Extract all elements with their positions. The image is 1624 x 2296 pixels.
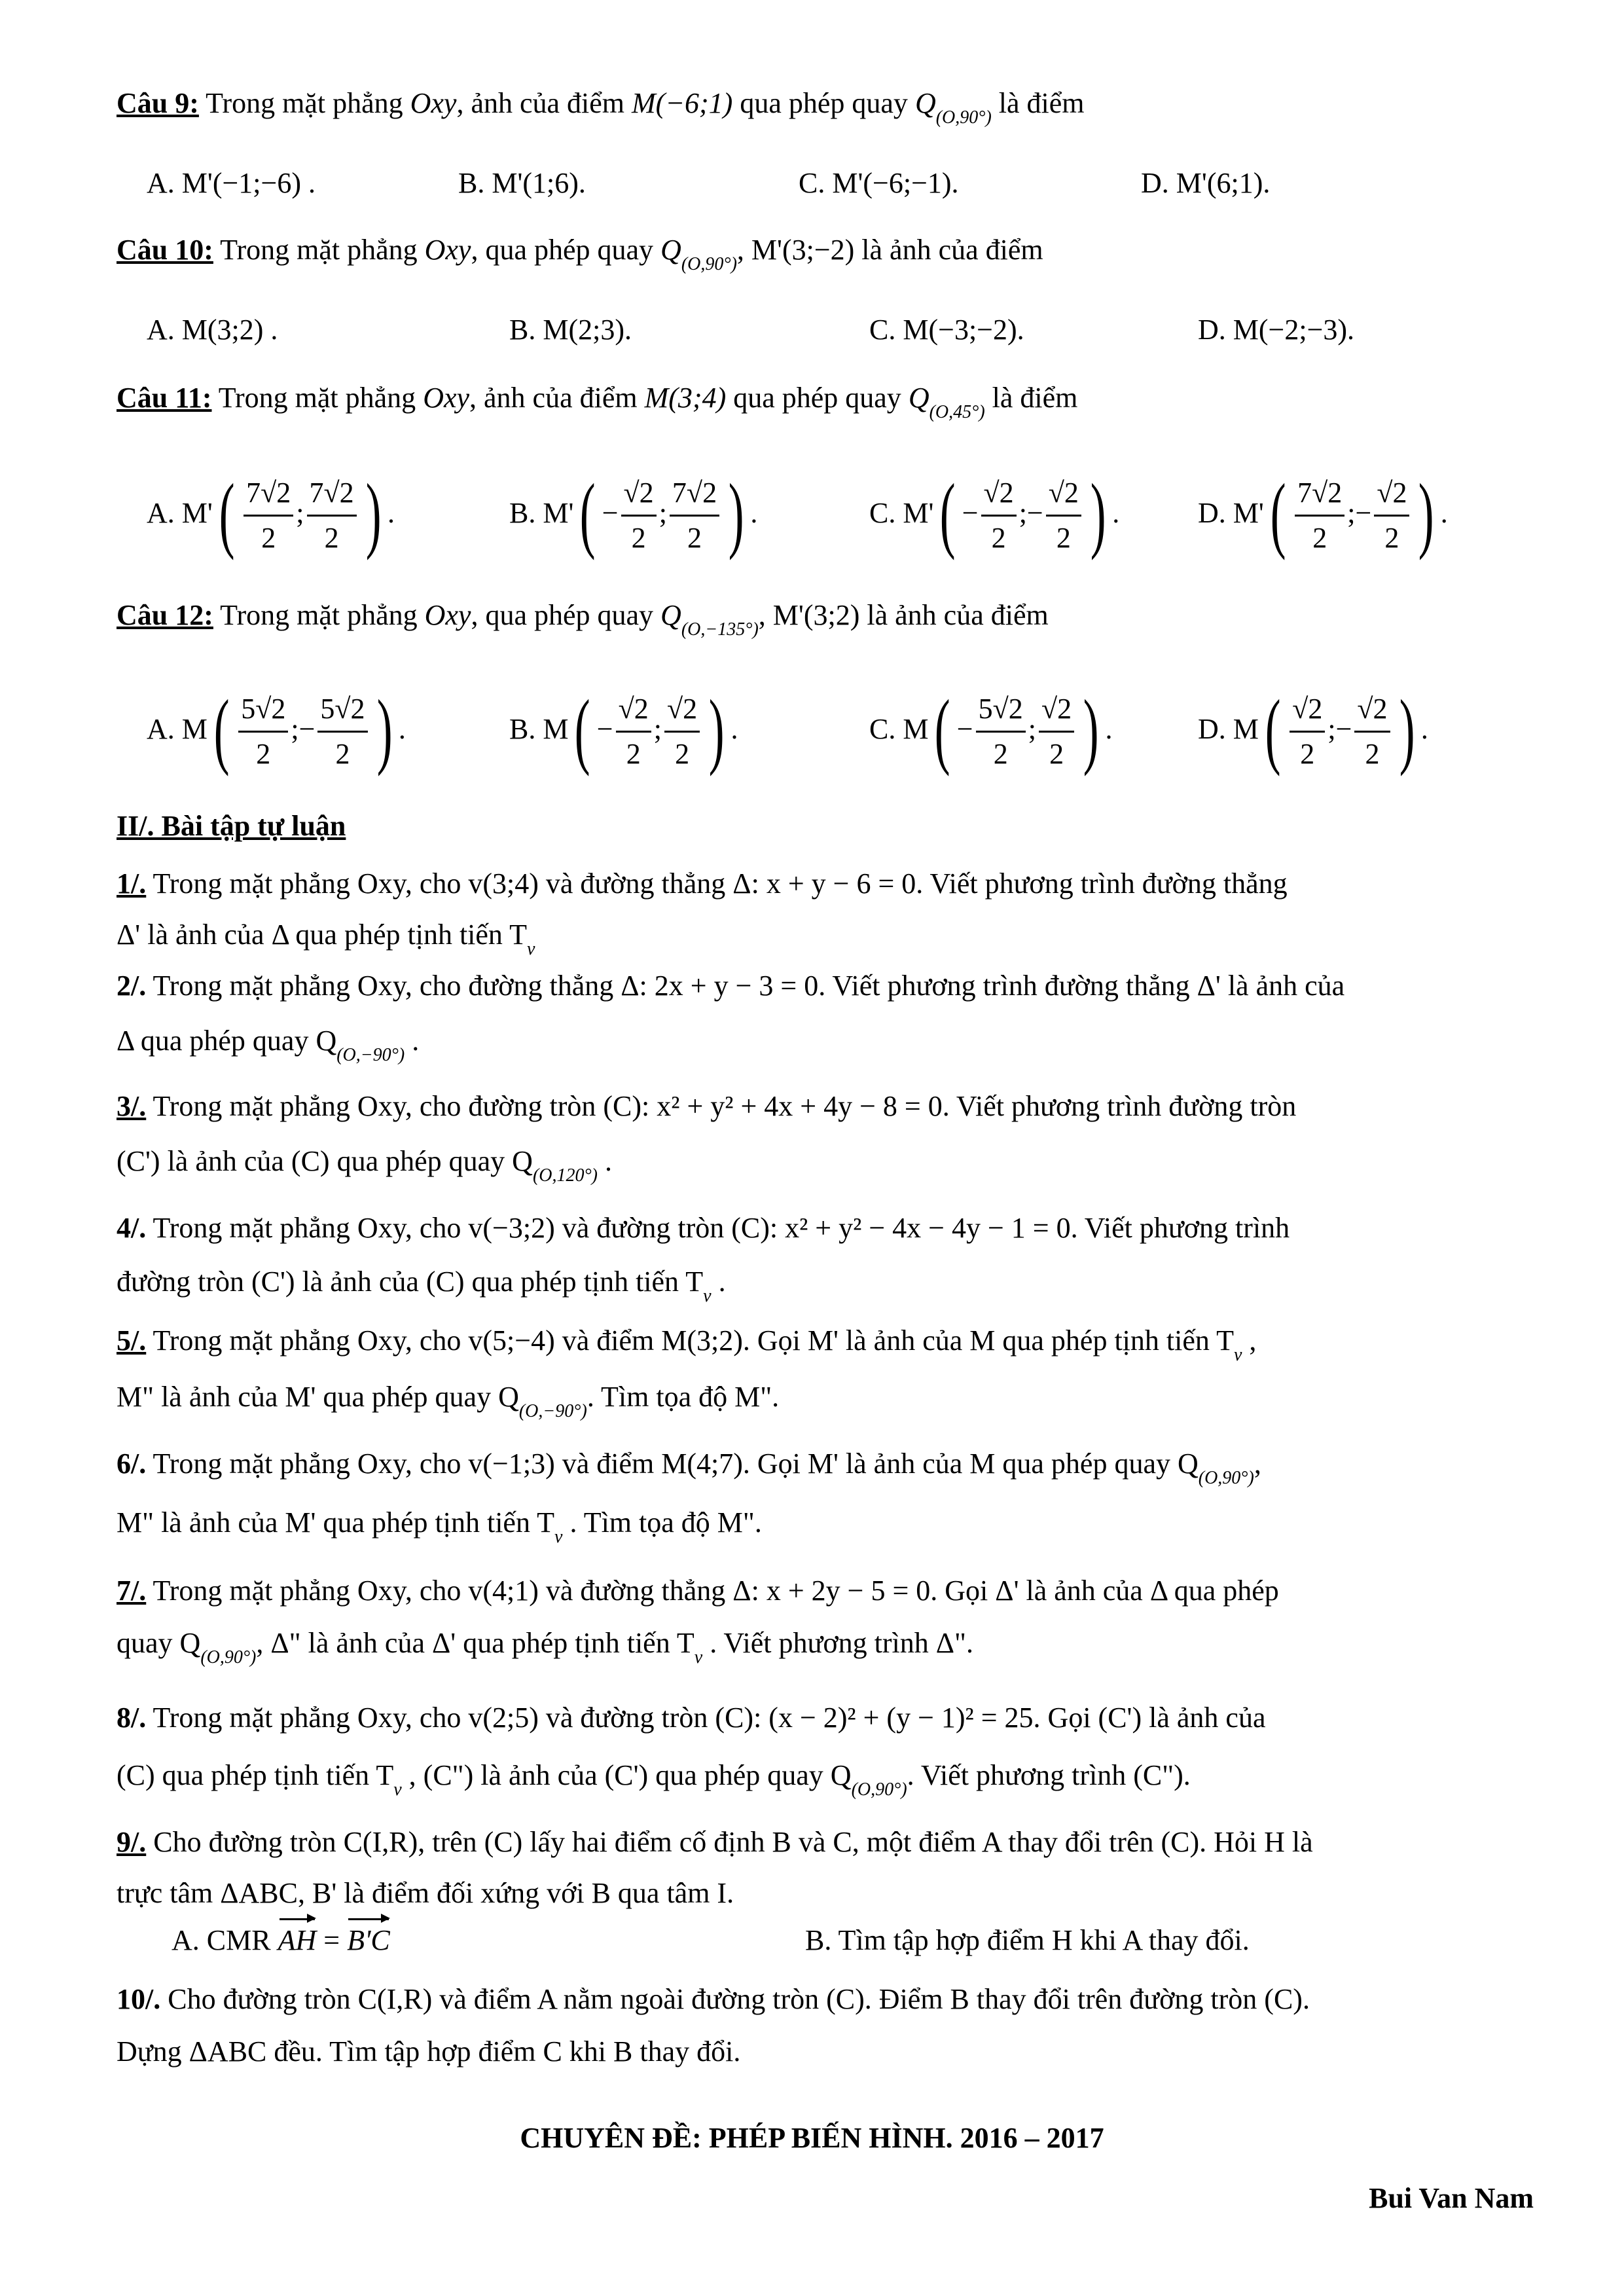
- q12-b-den2: 2: [675, 738, 690, 771]
- q12-option-a: A. M( $\frac{5√2}{2}$ ;− $\frac{5√2}{2}$ ) .: [147, 683, 406, 777]
- problem-2-line1: [117, 966, 1526, 1006]
- question-11: [117, 378, 1526, 432]
- problem-9-part-a-label: A. CMR: [171, 1924, 278, 1956]
- problem-1-line1: [117, 864, 1526, 903]
- problem-1-line2: [117, 915, 1526, 969]
- q11-option-b: B. M'( − $\frac{√2}{2}$ ; $\frac{7√2}{2}$ ) .: [509, 467, 758, 561]
- problem-9-vector-bc: B'C: [347, 1921, 390, 1960]
- problem-7-mid: , Δ" là ảnh của Δ' qua phép tịnh tiến T: [256, 1627, 695, 1659]
- q11-option-a: A. M'( $\frac{7√2}{2}$ ; $\frac{7√2}{2}$ ) .: [147, 467, 395, 561]
- q11-c-num1: √2: [981, 471, 1017, 517]
- footer-title: CHUYÊN ĐỀ: PHÉP BIẾN HÌNH. 2016 – 2017: [520, 2122, 1104, 2154]
- q12-label: Câu 12:: [117, 599, 213, 631]
- problem-7-text2: quay Q: [117, 1627, 201, 1659]
- q11-rot-sub: (O,45°): [929, 402, 985, 422]
- problem-10-text2: Dựng ΔABC đều. Tìm tập hợp điểm C khi B thay đổi.: [117, 2035, 741, 2068]
- q12-b-den1: 2: [626, 738, 641, 771]
- q11-c-den2: 2: [1056, 522, 1071, 555]
- problem-4-end: .: [711, 1266, 726, 1298]
- problem-2-line2: [117, 1021, 1526, 1075]
- q11-b-pre: B. M': [509, 497, 574, 529]
- q11-d-pre: D. M': [1198, 497, 1264, 529]
- problem-7-number: 7/.: [117, 1575, 147, 1607]
- q11-a-pre: A. M': [147, 497, 213, 529]
- problem-2-end: .: [405, 1025, 420, 1057]
- problem-4-text1: Trong mặt phẳng Oxy, cho v(−3;2) và đường tròn (C): x² + y² − 4x − 4y − 1 = 0. Viết phương trình: [146, 1212, 1290, 1244]
- q12-c-den2: 2: [1049, 738, 1064, 771]
- problem-2-text1: Trong mặt phẳng Oxy, cho đường thẳng Δ: 2x + y − 3 = 0. Viết phương trình đường thẳng Δ' là ảnh của: [146, 970, 1345, 1002]
- problem-4-line2: [117, 1262, 1526, 1316]
- problem-9-line2: [117, 1874, 1526, 1913]
- q11-option-d: D. M'( $\frac{7√2}{2}$ ;− $\frac{√2}{2}$ ) .: [1198, 467, 1448, 561]
- problem-7-end: . Viết phương trình Δ".: [702, 1627, 974, 1659]
- problem-1-text1: Trong mặt phẳng Oxy, cho v(3;4) và đường thẳng Δ: x + y − 6 = 0. Viết phương trình đường thẳng: [146, 867, 1288, 900]
- problem-1-number: 1/.: [117, 867, 147, 900]
- problem-7-text1: Trong mặt phẳng Oxy, cho v(4;1) và đường thẳng Δ: x + 2y − 5 = 0. Gọi Δ' là ảnh của Δ qua phép: [146, 1575, 1279, 1607]
- q12-option-c: C. M( − $\frac{5√2}{2}$ ; $\frac{√2}{2}$ ) .: [869, 683, 1113, 777]
- problem-6-number: 6/.: [117, 1448, 147, 1480]
- q12-a-num2: 5√2: [317, 687, 367, 733]
- problem-8-text1: Trong mặt phẳng Oxy, cho v(2;5) và đường tròn (C): (x − 2)² + (y − 1)² = 25. Gọi (C') là ảnh của: [146, 1702, 1266, 1734]
- q11-point: M(3;4): [644, 382, 727, 414]
- q9-option-a: A. M'(−1;−6) .: [147, 167, 316, 199]
- problem-9-text2: trực tâm ΔABC, B' là điểm đối xứng với B qua tâm I.: [117, 1877, 734, 1909]
- q11-d-den1: 2: [1312, 522, 1327, 555]
- q9-option-d: D. M'(6;1).: [1141, 167, 1271, 199]
- q12-a-den1: 2: [256, 738, 271, 771]
- q9-oxy: Oxy: [410, 87, 457, 119]
- problem-4-line1: [117, 1209, 1526, 1248]
- section-title: II/. Bài tập tự luận: [117, 810, 346, 842]
- problem-6-sub2: v: [554, 1527, 563, 1547]
- q10-label: Câu 10:: [117, 234, 213, 266]
- q11-b-num2: 7√2: [670, 471, 719, 517]
- problem-1-text2: Δ' là ảnh của Δ qua phép tịnh tiến T: [117, 919, 527, 951]
- q9-text1: Trong mặt phẳng: [198, 87, 410, 119]
- q11-text2: , ảnh của điểm: [469, 382, 645, 414]
- q12-a-den2: 2: [335, 738, 350, 771]
- problem-3-sub: (O,120°): [532, 1165, 598, 1186]
- problem-9-eq: =: [316, 1924, 348, 1956]
- q12-d-den1: 2: [1300, 738, 1315, 771]
- q10-text2: , qua phép quay: [471, 234, 661, 266]
- problem-5-text2: M" là ảnh của M' qua phép quay Q: [117, 1381, 519, 1413]
- q9-option-c: C. M'(−6;−1).: [799, 167, 959, 199]
- problem-5-end1: ,: [1242, 1324, 1257, 1357]
- q11-d-den2: 2: [1384, 522, 1399, 555]
- q12-b-num1: √2: [616, 687, 651, 733]
- q12-rot: Q: [660, 599, 681, 631]
- problem-5-text1: Trong mặt phẳng Oxy, cho v(5;−4) và điểm M(3;2). Gọi M' là ảnh của M qua phép tịnh tiến T: [146, 1324, 1234, 1357]
- q9-point: M(−6;1): [632, 87, 733, 119]
- problem-8-mid: , (C") là ảnh của (C') qua phép quay Q: [401, 1759, 852, 1791]
- q11-b-num1: √2: [621, 471, 657, 517]
- q11-option-c: C. M'( − $\frac{√2}{2}$ ;− $\frac{√2}{2}$ ) .: [869, 467, 1120, 561]
- q11-text4: là điểm: [984, 382, 1078, 414]
- q12-text2: , qua phép quay: [471, 599, 661, 631]
- problem-9-text1: Cho đường tròn C(I,R), trên (C) lấy hai điểm cố định B và C, một điểm A thay đổi trên (C). Hỏi H là: [146, 1826, 1313, 1858]
- q11-a-den2: 2: [324, 522, 339, 555]
- problem-5-sub1: v: [1233, 1345, 1242, 1365]
- q11-b-den2: 2: [687, 522, 702, 555]
- problem-2-sub: (O,−90°): [336, 1045, 405, 1065]
- q12-option-b: B. M( − $\frac{√2}{2}$ ; $\frac{√2}{2}$ ) .: [509, 683, 738, 777]
- problem-9-part-a: [171, 1921, 390, 1960]
- problem-3-number: 3/.: [117, 1090, 147, 1122]
- problem-10-number: 10/.: [117, 1983, 161, 2015]
- q12-c-num2: √2: [1039, 687, 1074, 733]
- problem-6-sub1: (O,90°): [1198, 1468, 1254, 1488]
- q11-a-num1: 7√2: [244, 471, 293, 517]
- problem-6-end1: ,: [1254, 1448, 1261, 1480]
- problem-10-line1: [117, 1980, 1526, 2019]
- q9-option-b: B. M'(1;6).: [458, 167, 586, 199]
- q11-a-num2: 7√2: [307, 471, 357, 517]
- q12-c-num1: 5√2: [976, 687, 1026, 733]
- q11-d-num2: √2: [1374, 471, 1409, 517]
- problem-7-sub2: v: [694, 1647, 703, 1667]
- author-name: Bui Van Nam: [1369, 2182, 1534, 2214]
- problem-8-sub1: v: [393, 1779, 402, 1800]
- problem-4-sub: v: [703, 1286, 712, 1306]
- q10-option-d: D. M(−2;−3).: [1198, 314, 1355, 346]
- q9-label: Câu 9:: [117, 87, 199, 119]
- problem-5-sub2: (O,−90°): [518, 1401, 587, 1421]
- q9-rot: Q: [914, 87, 936, 119]
- q11-options: [117, 467, 1526, 570]
- problem-2-number: 2/.: [117, 970, 147, 1002]
- q10-oxy: Oxy: [424, 234, 471, 266]
- problem-5-end2: . Tìm tọa độ M".: [586, 1381, 780, 1413]
- q12-b-num2: √2: [664, 687, 700, 733]
- q11-d-num1: 7√2: [1295, 471, 1344, 517]
- q9-text4: là điểm: [991, 87, 1085, 119]
- problem-3-line2: [117, 1142, 1526, 1195]
- q12-rot-sub: (O,−135°): [681, 619, 759, 640]
- problem-8-sub2: (O,90°): [851, 1779, 907, 1800]
- problem-9-vector-ah: AH: [278, 1921, 317, 1960]
- problem-9-line1: [117, 1823, 1526, 1862]
- problem-4-number: 4/.: [117, 1212, 147, 1244]
- q12-d-num2: √2: [1354, 687, 1390, 733]
- q11-b-den1: 2: [631, 522, 646, 555]
- problem-6-line1: [117, 1444, 1526, 1498]
- q10-option-c: C. M(−3;−2).: [869, 314, 1024, 346]
- q12-text3: , M'(3;2) là ảnh của điểm: [758, 599, 1049, 631]
- q12-oxy: Oxy: [424, 599, 471, 631]
- q10-option-b: B. M(2;3).: [509, 314, 632, 346]
- q10-rot: Q: [660, 234, 681, 266]
- q11-c-den1: 2: [991, 522, 1006, 555]
- q12-text1: Trong mặt phẳng: [213, 599, 425, 631]
- q12-d-num1: √2: [1290, 687, 1325, 733]
- q12-a-pre: A. M: [147, 713, 208, 745]
- q11-a-den1: 2: [261, 522, 276, 555]
- q10-text3: , M'(3;−2) là ảnh của điểm: [736, 234, 1043, 266]
- q11-c-num2: √2: [1046, 471, 1081, 517]
- q11-c-pre: C. M': [869, 497, 934, 529]
- problem-2-text2: Δ qua phép quay Q: [117, 1025, 337, 1057]
- problem-8-line2: [117, 1756, 1526, 1810]
- problem-6-end2: . Tìm tọa độ M".: [562, 1506, 762, 1539]
- q11-text1: Trong mặt phẳng: [211, 382, 424, 414]
- q11-text3: qua phép quay: [726, 382, 909, 414]
- problem-8-text2: (C) qua phép tịnh tiến T: [117, 1759, 394, 1791]
- question-12: [117, 596, 1526, 649]
- q11-label: Câu 11:: [117, 382, 212, 414]
- problem-5-line1: [117, 1321, 1526, 1375]
- problem-10-text1: Cho đường tròn C(I,R) và điểm A nằm ngoài đường tròn (C). Điểm B thay đổi trên đường tròn (C).: [160, 1983, 1310, 2015]
- problem-1-sub: v: [527, 939, 535, 959]
- q11-rot: Q: [908, 382, 929, 414]
- problem-9-part-b: B. Tìm tập hợp điểm H khi A thay đổi.: [805, 1924, 1250, 1956]
- q10-rot-sub: (O,90°): [681, 254, 737, 274]
- problem-8-number: 8/.: [117, 1702, 147, 1734]
- problem-7-line1: [117, 1571, 1526, 1611]
- q10-option-a: A. M(3;2) .: [147, 314, 278, 346]
- problem-5-number: 5/.: [117, 1324, 147, 1357]
- problem-6-text1: Trong mặt phẳng Oxy, cho v(−1;3) và điểm M(4;7). Gọi M' là ảnh của M qua phép quay Q: [146, 1448, 1199, 1480]
- problem-3-line1: [117, 1087, 1526, 1126]
- problem-6-line2: [117, 1503, 1526, 1557]
- q9-text2: , ảnh của điểm: [456, 87, 632, 119]
- problem-5-line2: [117, 1377, 1526, 1431]
- problem-8-line1: [117, 1698, 1526, 1738]
- q12-d-den2: 2: [1365, 738, 1380, 771]
- q12-option-d: D. M( $\frac{√2}{2}$ ;− $\frac{√2}{2}$ ) .: [1198, 683, 1428, 777]
- q10-text1: Trong mặt phẳng: [213, 234, 425, 266]
- problem-9-number: 9/.: [117, 1826, 147, 1858]
- problem-10-line2: [117, 2032, 1526, 2071]
- problem-3-text1: Trong mặt phẳng Oxy, cho đường tròn (C): x² + y² + 4x + 4y − 8 = 0. Viết phương trình đường tròn: [146, 1090, 1297, 1122]
- problem-7-sub1: (O,90°): [200, 1647, 257, 1667]
- q12-options: [117, 683, 1526, 786]
- question-10: [117, 230, 1526, 284]
- question-9: [117, 84, 1526, 137]
- problem-7-line2: [117, 1624, 1526, 1677]
- q12-c-pre: C. M: [869, 713, 929, 745]
- q11-oxy: Oxy: [423, 382, 470, 414]
- problem-8-end: . Viết phương trình (C").: [907, 1759, 1191, 1791]
- problem-6-text2: M" là ảnh của M' qua phép tịnh tiến T: [117, 1506, 555, 1539]
- q12-b-pre: B. M: [509, 713, 569, 745]
- problem-4-text2: đường tròn (C') là ảnh của (C) qua phép tịnh tiến T: [117, 1266, 704, 1298]
- q12-d-pre: D. M: [1198, 713, 1259, 745]
- q12-c-den1: 2: [993, 738, 1008, 771]
- problem-3-end: .: [598, 1145, 613, 1177]
- problem-3-text2: (C') là ảnh của (C) qua phép quay Q: [117, 1145, 533, 1177]
- q12-a-num1: 5√2: [238, 687, 288, 733]
- q9-rot-sub: (O,90°): [935, 107, 992, 128]
- q9-text3: qua phép quay: [732, 87, 915, 119]
